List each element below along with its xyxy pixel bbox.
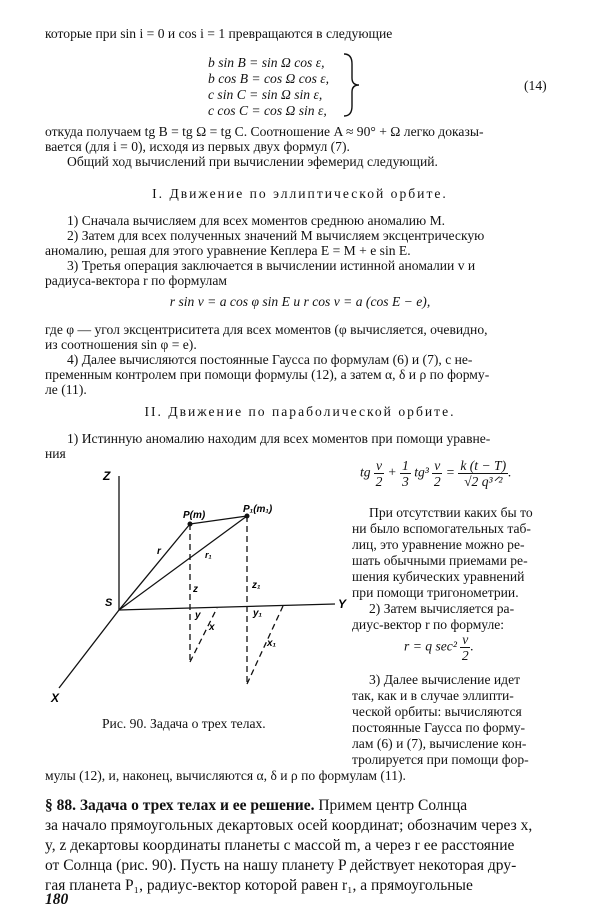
z1-label: z₁ <box>252 580 261 591</box>
text-line: ле (11). <box>45 382 87 397</box>
equation-number: (14) <box>524 78 547 93</box>
y1-label: y₁ <box>253 608 263 619</box>
text-line: лам (6) и (7), вычисление кон- <box>352 736 527 751</box>
text-line: При отсутствии каких бы то <box>369 505 533 520</box>
text-line: 1) Истинную аномалию находим для всех моментов при помощи уравне- <box>67 431 491 446</box>
brace-icon <box>340 52 362 118</box>
text-line: аномалию, решая для этого уравнение Кеплера E = M + e sin E. <box>45 243 411 258</box>
origin-label: S <box>105 597 113 609</box>
barker-equation: tg $\frac{v}{2}$ + $\frac{1}{3}$ tg³ $\frac{v}{2}$ = $\frac{k (t - T)}{\text{√2 q³ᐟ²}}$ . <box>360 458 512 489</box>
text-line: гая планета P₁, радиус-вектор которой равен r₁, а прямоугольные <box>45 877 473 894</box>
r-label: r <box>157 546 161 557</box>
text-line: из соотношения sin φ = e). <box>45 337 197 352</box>
text-line: вается (для i = 0), исходя из первых двух формул (7). <box>45 139 350 154</box>
text-line: при помощи тригонометрии. <box>352 585 519 600</box>
system-line: b sin B = sin Ω cos ε, <box>208 55 325 70</box>
text-line: постоянные Гаусса по форму- <box>352 720 526 735</box>
text-line: 2) Затем вычисляется ра- <box>369 601 515 616</box>
y-axis-label: Y <box>338 597 347 611</box>
y-axis-line <box>119 604 335 610</box>
formula: r sin v = a cos φ sin E и r cos v = a (cos E − e), <box>169 294 431 309</box>
text-line: ческой орбиты: вычисляются <box>352 704 522 719</box>
x1-label: x₁ <box>267 638 277 649</box>
text-line: пременным контролем при помощи формулы (12), а затем α, δ и ρ по форму- <box>45 367 490 382</box>
text-line: шения кубических уравнений <box>352 569 525 584</box>
text-line: ни было вспомогательных таб- <box>352 521 531 536</box>
x-axis-label: X <box>51 691 60 705</box>
equation-system <box>208 55 329 119</box>
section-88-title: § 88. Задача о трех телах и ее решение. <box>45 797 315 814</box>
p-label: P(m) <box>183 510 206 521</box>
z-axis-label: Z <box>103 469 111 483</box>
text-line: мулы (12), и, наконец, вычисляются α, δ и ρ по формулам (11). <box>45 768 406 783</box>
text-line: 4) Далее вычисляются постоянные Гаусса по формулам (6) и (7), с не- <box>67 352 473 367</box>
x-label: x <box>209 622 215 633</box>
text-line: где φ — угол эксцентриситета для всех моментов (φ вычисляется, очевидно, <box>45 322 488 337</box>
section-heading: II. Движение по параболической орбите. <box>144 404 456 419</box>
r-formula: r = q sec² $\frac{v}{2}$ . <box>404 632 474 663</box>
text-line: 3) Далее вычисление идет <box>369 672 521 687</box>
text-line: так, как и в случае эллипти- <box>352 688 514 703</box>
page-number: 180 <box>45 891 69 908</box>
radius-vector-r <box>119 524 190 610</box>
system-line: c sin C = sin Ω sin ε, <box>208 87 323 102</box>
text-line: 3) Третья операция заключается в вычислении истинной аномалии v и <box>67 258 476 273</box>
text-line: шать обычными приемами ре- <box>352 553 528 568</box>
r1-label: r₁ <box>205 550 212 560</box>
section-88-first-line <box>45 796 467 815</box>
x-axis-line <box>59 610 119 688</box>
section-heading: I. Движение по эллиптической орбите. <box>152 186 448 201</box>
intro-line: которые при sin i = 0 и cos i = 1 превращаются в следующие <box>45 26 393 41</box>
text-line: 1) Сначала вычисляем для всех моментов среднюю аномалию M. <box>67 213 446 228</box>
text-line: y, z декартовы координаты планеты с массой m, а через r ее расстояние <box>45 837 515 854</box>
radius-vector-r1 <box>119 516 247 610</box>
text-line: ния <box>45 446 66 461</box>
text-line: от Солнца (рис. 90). Пусть на нашу планету P действует некоторая дру- <box>45 857 517 874</box>
figure-caption: Рис. 90. Задача о трех телах. <box>102 716 266 731</box>
system-line: b cos B = cos Ω cos ε, <box>208 71 330 86</box>
text-line: откуда получаем tg B = tg Ω = tg C. Соотношение A ≈ 90° + Ω легко доказы- <box>45 124 484 139</box>
text-line: за начало прямоугольных декартовых осей координат; обозначим через x, <box>45 817 533 834</box>
text-line: 2) Затем для всех полученных значений M вычисляем эксцентрическую <box>67 228 485 243</box>
z-label: z <box>193 584 198 595</box>
text-line: Общий ход вычислений при вычислении эфемерид следующий. <box>67 154 438 169</box>
text-line: тролируется при помощи фор- <box>352 752 529 767</box>
y-label: y <box>195 610 201 621</box>
p1-label: P₁(m₁) <box>243 504 273 515</box>
text-line: радиуса-вектора r по формулам <box>45 273 227 288</box>
planet-p <box>188 522 193 527</box>
three-body-figure <box>45 462 355 714</box>
text-line: лиц, это уравнение можно ре- <box>352 537 525 552</box>
text-line: диус-вектор r по формуле: <box>352 617 505 632</box>
system-line: c cos C = cos Ω sin ε, <box>208 103 327 118</box>
text-line: Примем центр Солнца <box>318 797 468 814</box>
